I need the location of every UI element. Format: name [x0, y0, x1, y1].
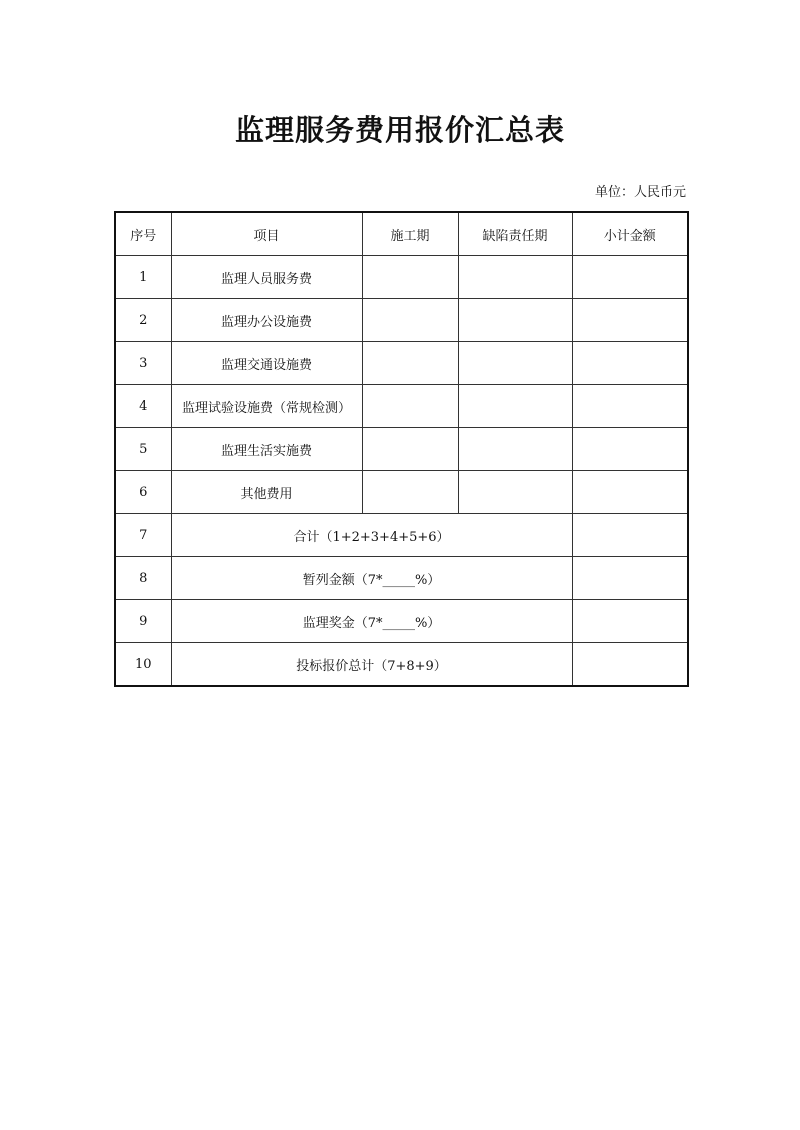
row-item: 监理办公设施费 — [171, 299, 362, 342]
summary-row — [115, 557, 688, 600]
construction-period-cell[interactable] — [362, 428, 458, 471]
row-item: 其他费用 — [171, 471, 362, 514]
row-no: 5 — [115, 428, 171, 471]
construction-period-cell[interactable] — [362, 471, 458, 514]
row-no: 1 — [115, 256, 171, 299]
defect-liability-period-cell[interactable] — [458, 256, 572, 299]
defect-liability-period-cell[interactable] — [458, 428, 572, 471]
subtotal-cell[interactable] — [572, 557, 688, 600]
fee-summary-table — [114, 211, 689, 687]
table-row — [115, 342, 688, 385]
defect-liability-period-cell[interactable] — [458, 385, 572, 428]
header-item: 项目 — [171, 212, 362, 256]
table-row — [115, 428, 688, 471]
summary-row — [115, 643, 688, 687]
subtotal-cell[interactable] — [572, 428, 688, 471]
construction-period-cell[interactable] — [362, 385, 458, 428]
row-no: 9 — [115, 600, 171, 643]
subtotal-cell[interactable] — [572, 514, 688, 557]
summary-item: 暂列金额（7*_____%） — [171, 557, 572, 600]
summary-item: 投标报价总计（7+8+9） — [171, 643, 572, 687]
subtotal-cell[interactable] — [572, 385, 688, 428]
row-no: 8 — [115, 557, 171, 600]
summary-item: 合计（1+2+3+4+5+6） — [171, 514, 572, 557]
currency-unit-label: 单位：人民币元 — [594, 185, 686, 200]
row-no: 7 — [115, 514, 171, 557]
defect-liability-period-cell[interactable] — [458, 471, 572, 514]
table-row — [115, 385, 688, 428]
subtotal-cell[interactable] — [572, 600, 688, 643]
row-no: 2 — [115, 299, 171, 342]
summary-item: 监理奖金（7*_____%） — [171, 600, 572, 643]
row-item: 监理生活实施费 — [171, 428, 362, 471]
page-title: 监理服务费用报价汇总表 — [234, 113, 565, 147]
row-no: 4 — [115, 385, 171, 428]
row-no: 3 — [115, 342, 171, 385]
table-row — [115, 256, 688, 299]
table-row — [115, 471, 688, 514]
summary-row — [115, 514, 688, 557]
construction-period-cell[interactable] — [362, 299, 458, 342]
subtotal-cell[interactable] — [572, 299, 688, 342]
subtotal-cell[interactable] — [572, 256, 688, 299]
table-row — [115, 299, 688, 342]
subtotal-cell[interactable] — [572, 342, 688, 385]
row-no: 10 — [115, 643, 171, 687]
construction-period-cell[interactable] — [362, 256, 458, 299]
summary-row — [115, 600, 688, 643]
row-item: 监理交通设施费 — [171, 342, 362, 385]
construction-period-cell[interactable] — [362, 342, 458, 385]
header-subtotal: 小计金额 — [572, 212, 688, 256]
defect-liability-period-cell[interactable] — [458, 299, 572, 342]
row-no: 6 — [115, 471, 171, 514]
row-item: 监理试验设施费（常规检测） — [171, 385, 362, 428]
subtotal-cell[interactable] — [572, 471, 688, 514]
subtotal-cell[interactable] — [572, 643, 688, 687]
row-item: 监理人员服务费 — [171, 256, 362, 299]
defect-liability-period-cell[interactable] — [458, 342, 572, 385]
header-construction-period: 施工期 — [362, 212, 458, 256]
header-no: 序号 — [115, 212, 171, 256]
header-defect-liability-period: 缺陷责任期 — [458, 212, 572, 256]
table-header-row — [115, 212, 688, 256]
